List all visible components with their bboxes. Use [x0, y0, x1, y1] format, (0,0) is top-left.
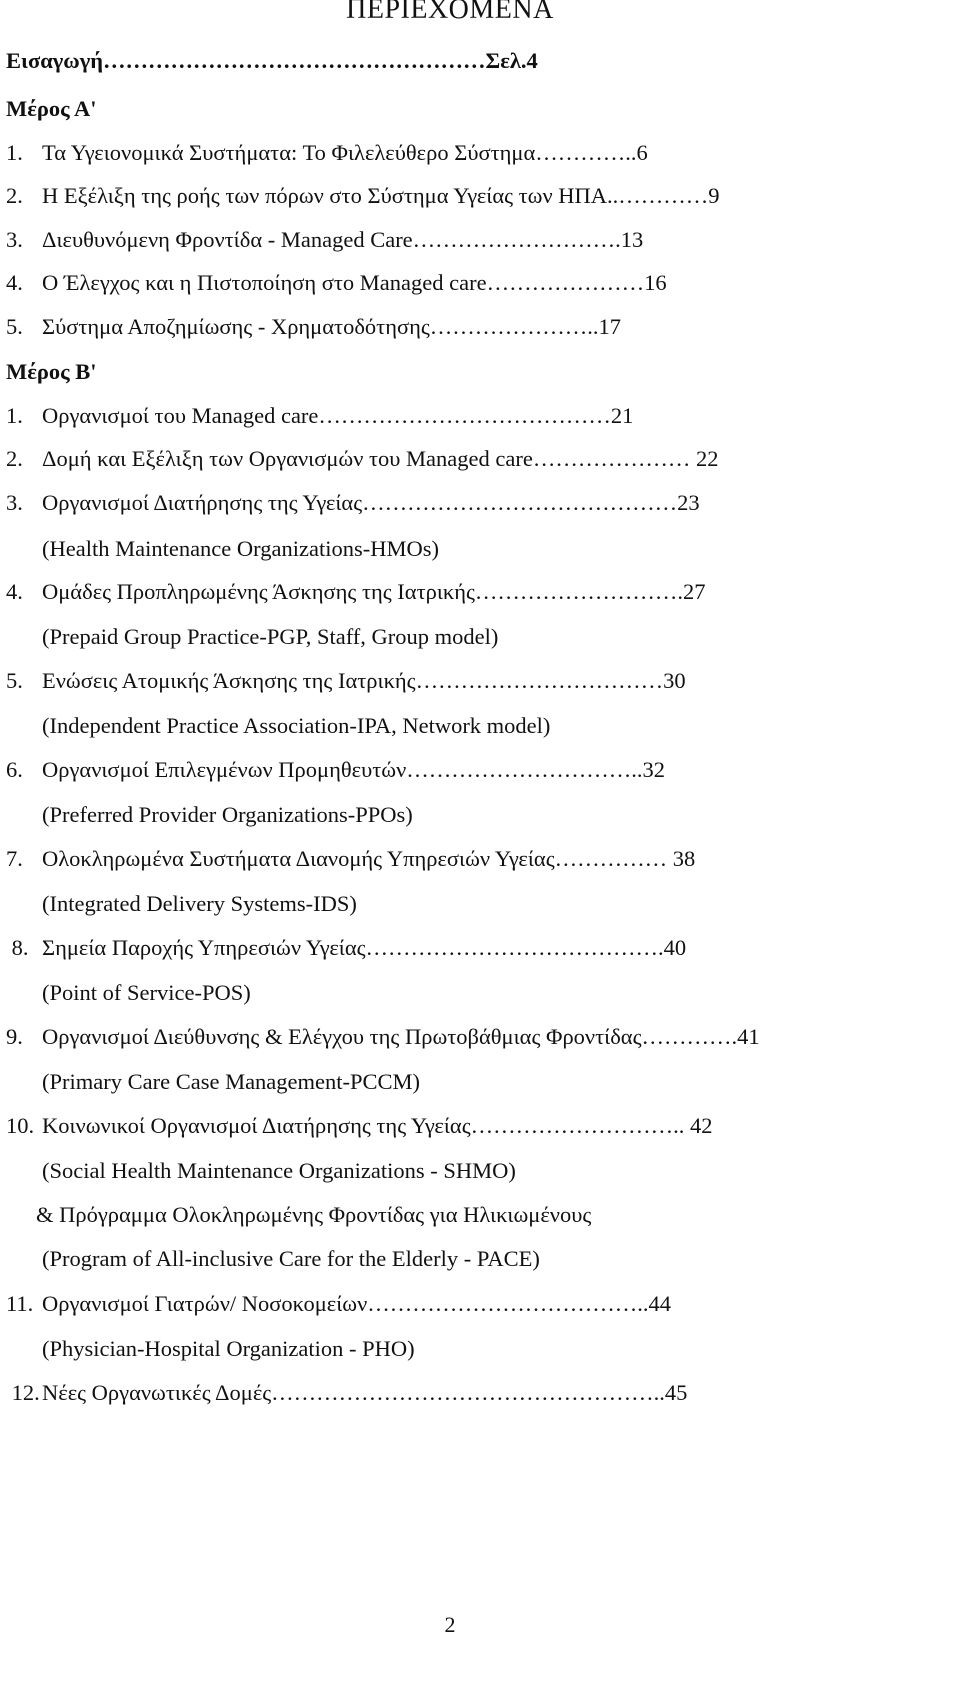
- toc-entry-subtitle: (Integrated Delivery Systems-IDS): [42, 891, 357, 916]
- part-a-heading: Μέρος Α': [6, 96, 97, 121]
- toc-entry-subtitle: (Independent Practice Association-IPA, Network model): [42, 713, 551, 738]
- toc-entry-number: 4.: [6, 579, 23, 604]
- toc-entry-number: 5.: [6, 314, 23, 339]
- toc-entry: [6, 579, 706, 605]
- toc-entry: [6, 846, 695, 872]
- toc-entry-number: 9.: [6, 1024, 23, 1049]
- toc-entry: [6, 140, 648, 166]
- toc-entry: [6, 935, 686, 961]
- toc-entry: [6, 227, 643, 253]
- toc-entry-number: 4.: [6, 270, 23, 295]
- toc-entry-number: 3.: [6, 227, 23, 252]
- toc-entry-text: Οργανισμοί Διεύθυνσης & Ελέγχου της Πρωτοβάθμιας Φροντίδας………….41: [42, 1024, 760, 1049]
- toc-entry: [6, 1380, 687, 1406]
- toc-entry-subtitle: (Program of All-inclusive Care for the Elderly - PACE): [42, 1246, 540, 1271]
- toc-entry-subtitle: (Preferred Provider Organizations-PPOs): [42, 802, 413, 827]
- toc-entry-number: 7.: [6, 846, 23, 871]
- toc-entry-subtitle: (Primary Care Case Management-PCCM): [42, 1069, 421, 1094]
- toc-entry-text: Κοινωνικοί Οργανισμοί Διατήρησης της Υγείας……………………….. 42: [42, 1113, 713, 1138]
- toc-entry-number: 1.: [6, 140, 23, 165]
- toc-entry: [6, 183, 720, 209]
- toc-entry-subtitle: (Physician-Hospital Organization - PHO): [42, 1336, 415, 1361]
- toc-entry-number: 2.: [6, 446, 23, 471]
- toc-entry-number: 3.: [6, 490, 23, 515]
- toc-entry: [6, 1291, 671, 1317]
- toc-entry: [6, 1113, 713, 1139]
- toc-entry-number: 2.: [6, 183, 23, 208]
- toc-entry-text: Διευθυνόμενη Φροντίδα - Managed Care……………………….13: [42, 227, 644, 252]
- toc-entry: [6, 270, 667, 296]
- toc-entry-text: Σύστημα Αποζημίωσης - Χρηματοδότησης…………………..17: [42, 314, 622, 339]
- toc-entry: [6, 668, 686, 694]
- toc-entry-number: 1.: [6, 403, 23, 428]
- toc-entry-number: 8.: [6, 935, 29, 960]
- toc-entry-number: 11.: [6, 1291, 34, 1316]
- toc-entry: [6, 1024, 760, 1050]
- toc-entry-text: Οργανισμοί Διατήρησης της Υγείας……………………………………23: [42, 490, 700, 515]
- toc-entry-text: Οργανισμοί Επιλεγμένων Προμηθευτών…………………………..32: [42, 757, 666, 782]
- toc-entry-text: Οργανισμοί Γιατρών/ Νοσοκομείων………………………………..44: [42, 1291, 672, 1316]
- toc-entry-text: Οργανισμοί του Managed care…………………………………21: [42, 403, 634, 428]
- toc-entry-number: 10.: [6, 1113, 35, 1138]
- toc-entry: [6, 757, 665, 783]
- toc-entry-text: Ενώσεις Ατομικής Άσκησης της Ιατρικής……………………………30: [42, 668, 686, 693]
- toc-entry-text: Ο Έλεγχος και η Πιστοποίηση στο Managed care…………………16: [42, 270, 667, 295]
- toc-entry-subtitle: & Πρόγραμμα Ολοκληρωμένης Φροντίδας για Ηλικιωμένους: [36, 1202, 592, 1227]
- toc-entry: [6, 490, 700, 516]
- toc-entry-number: 12.: [6, 1380, 40, 1405]
- toc-entry-text: Τα Υγειονομικά Συστήματα: Το Φιλελεύθερο Σύστημα…………..6: [42, 140, 648, 165]
- toc-entry: [6, 446, 718, 472]
- toc-entry-text: Ομάδες Προπληρωμένης Άσκησης της Ιατρικής……………………….27: [42, 579, 706, 604]
- toc-entry-text: Νέες Οργανωτικές Δομές……………………………………………..45: [42, 1380, 688, 1405]
- toc-entry-subtitle: (Social Health Maintenance Organizations - SHMO): [42, 1158, 516, 1183]
- toc-entry-text: Σημεία Παροχής Υπηρεσιών Υγείας………………………………….40: [42, 935, 687, 960]
- toc-entry-subtitle: (Health Maintenance Organizations-HMOs): [42, 536, 439, 561]
- toc-entry: [6, 314, 621, 340]
- toc-entry-text: Η Εξέλιξη της ροής των πόρων στο Σύστημα Υγείας των ΗΠΑ..…………9: [42, 183, 720, 208]
- toc-entry-text: Ολοκληρωμένα Συστήματα Διανομής Υπηρεσιών Υγείας…………… 38: [42, 846, 696, 871]
- toc-entry-subtitle: (Point of Service-POS): [42, 980, 251, 1005]
- page-title: ΠΕΡΙΕΧΟΜΕΝΑ: [346, 0, 554, 25]
- toc-entry-text: Δομή και Εξέλιξη των Οργανισμών του Managed care………………… 22: [42, 446, 719, 471]
- part-b-heading: Μέρος Β': [6, 359, 97, 384]
- toc-entry: [6, 403, 633, 429]
- toc-entry-number: 6.: [6, 757, 23, 782]
- toc-entry-subtitle: (Prepaid Group Practice-PGP, Staff, Group model): [42, 624, 499, 649]
- toc-entry-number: 5.: [6, 668, 23, 693]
- page-number: 2: [444, 1612, 456, 1637]
- toc-intro: Εισαγωγή……………………………………………Σελ.4: [6, 48, 538, 73]
